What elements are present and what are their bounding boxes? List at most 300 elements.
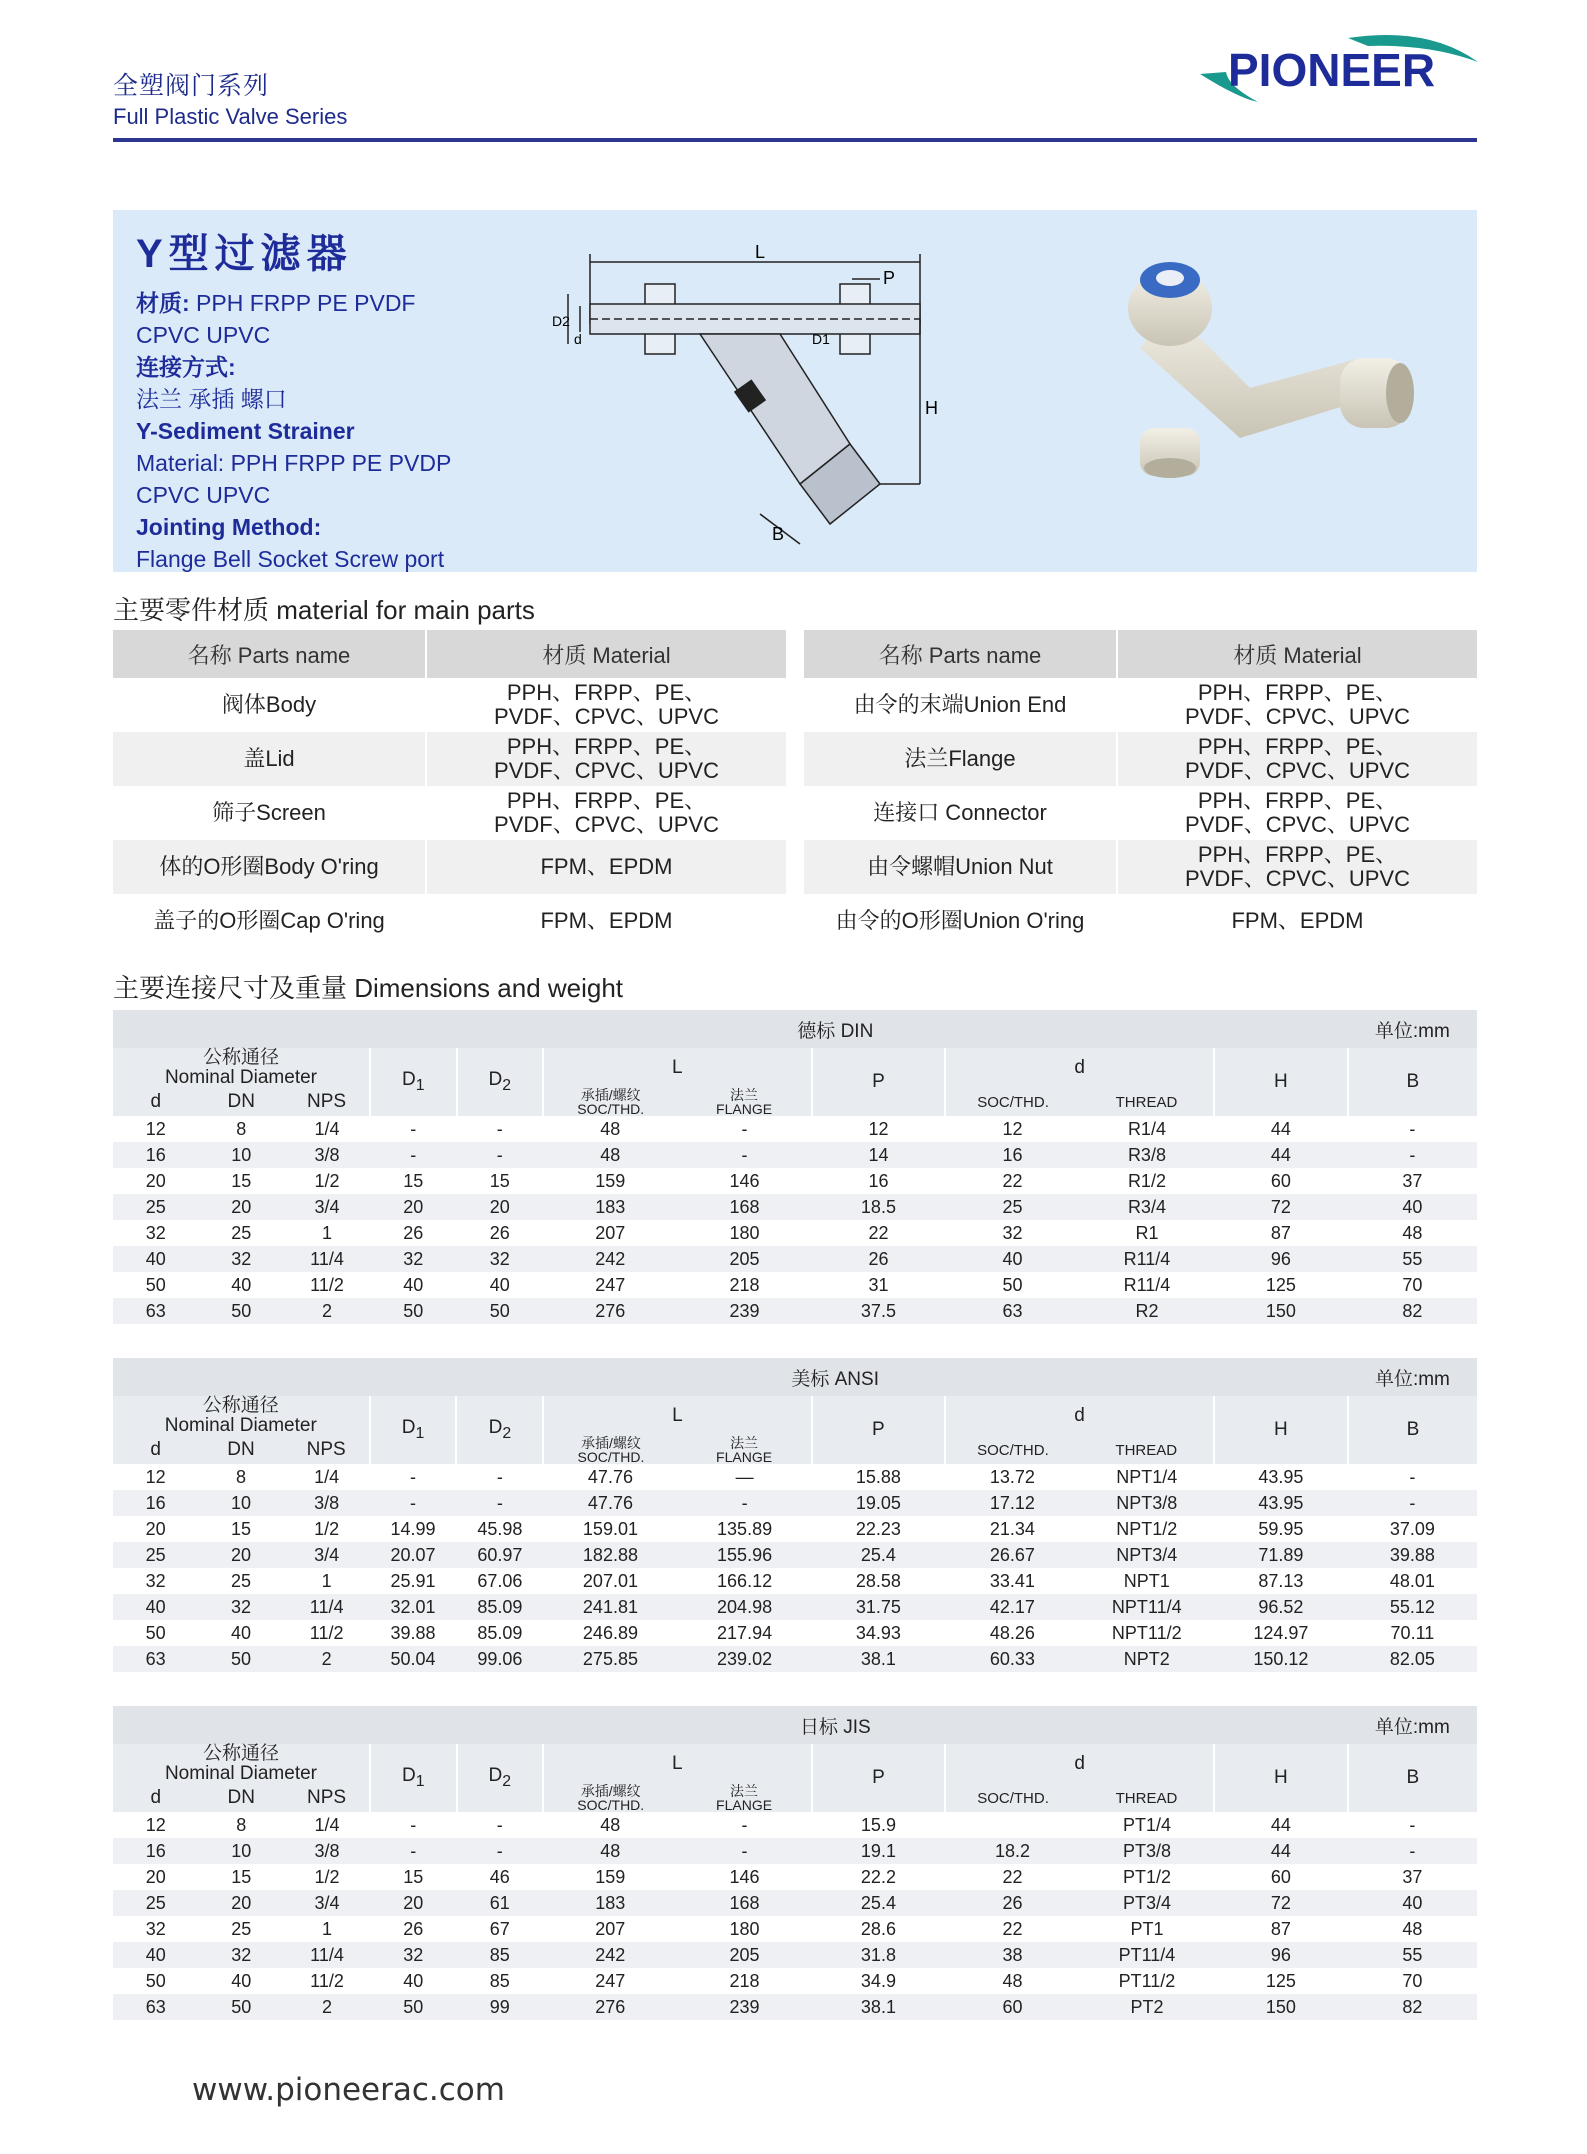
table-cell: 239.02 [678,1646,812,1672]
table-cell: 40 [231,1622,252,1643]
dim-label-D2: D2 [552,313,570,329]
table-cell: 183 [543,1890,677,1916]
D2-sub: 2 [502,1772,512,1790]
table-cell: 47.76 [587,1466,633,1487]
B-header: B [1348,1048,1477,1116]
table-cell: 63 [113,1646,198,1672]
table-row [113,1490,1477,1516]
table-cell: 205 [677,1246,811,1272]
table-cell: 40 [231,1970,252,1991]
table-row [113,1942,1477,1968]
part-name: 盖子的O形圈Cap O'ring [153,908,385,933]
table-row [113,1968,1477,1994]
table-cell: 67 [489,1918,510,1939]
table-cell: 25 [113,1890,198,1916]
part-material-line: FPM、EPDM [540,854,673,879]
part-material-line: PVDF、CPVC、UPVC [494,812,719,837]
dim-label-H: H [925,398,938,418]
table-row [113,1142,1477,1168]
table-cell: 10 [198,1838,284,1864]
table-cell: - [370,1142,457,1168]
nps-subheader: NPS [284,1784,370,1812]
table-cell: 50 [145,1970,166,1991]
header-title-en: Full Plastic Valve Series [113,104,348,129]
table-cell: 1 [322,1222,333,1243]
part-material [426,840,786,894]
standard-band [113,1358,1477,1396]
table-cell: 150.12 [1214,1646,1348,1672]
L-flange-en: FLANGE [716,1797,773,1813]
table-cell: 146 [729,1170,760,1191]
L-header: L [543,1048,812,1088]
table-cell: 40 [489,1274,510,1295]
table-cell: 48 [600,1814,621,1835]
table-cell: 207 [595,1222,626,1243]
table-cell: 50 [370,1298,457,1324]
table-cell: 31.75 [812,1594,946,1620]
table-cell: 205 [677,1942,811,1968]
table-cell: 22 [868,1222,889,1243]
table-cell: 70.11 [1390,1622,1435,1643]
table-cell: R3/4 [1080,1194,1214,1220]
table-cell: NPT1 [1123,1570,1170,1591]
table-cell: 39.88 [390,1622,436,1643]
table-cell: R2 [1080,1298,1214,1324]
table-cell: 207.01 [582,1570,638,1591]
table-cell: - [741,1814,748,1835]
d-header: d [945,1048,1214,1088]
table-cell: 150 [1214,1994,1348,2020]
table-cell: 3/8 [284,1838,370,1864]
table-cell: R1/4 [1127,1118,1166,1139]
part-name: 由令的末端Union End [853,692,1067,717]
parts-row [804,678,1477,732]
table-cell: 40 [403,1970,424,1991]
strainer-technical-drawing [550,244,950,562]
table-cell: 12 [1002,1118,1023,1139]
table-cell: 1/2 [314,1170,340,1191]
table-cell: - [1409,1118,1416,1139]
table-cell: 63 [113,1994,198,2020]
table-cell: 85.09 [456,1594,543,1620]
part-material-line: PPH、FRPP、PE、 [1197,842,1398,867]
table-cell: 218 [729,1970,760,1991]
table-cell: 15.9 [860,1814,896,1835]
D1-sub: 1 [415,1076,425,1094]
table-cell: 16 [945,1142,1080,1168]
L-flange-subheader [677,1088,811,1116]
table-cell: 17.12 [945,1490,1079,1516]
nominal-diameter-en: Nominal Diameter [164,1763,317,1784]
table-cell: R11/4 [1080,1246,1214,1272]
table-cell: R1 [1135,1222,1159,1243]
table-cell: 87 [1270,1918,1291,1939]
part-material-line: PPH、FRPP、PE、 [506,788,707,813]
table-cell: 1/2 [314,1866,340,1887]
L-flange-subheader [678,1436,812,1464]
table-cell: 21.34 [989,1518,1035,1539]
table-cell: 67.06 [477,1570,523,1591]
table-cell: PT3/8 [1080,1838,1214,1864]
jointing-label-cn: 连接方式: [136,354,236,380]
table-cell: 155.96 [678,1542,812,1568]
band-spacer [1214,1358,1348,1396]
table-cell: 59.95 [1258,1518,1304,1539]
table-cell: - [677,1142,811,1168]
table-cell: 15 [403,1866,424,1887]
table-cell: 25.4 [812,1542,946,1568]
table-cell: 19.1 [812,1838,946,1864]
table-cell: 1 [321,1570,332,1591]
table-cell: 26.67 [945,1542,1079,1568]
parts-row [804,786,1477,840]
table-cell [945,1812,1080,1838]
table-cell: - [496,1814,503,1835]
table-cell: 2 [284,1646,370,1672]
table-cell: 166.12 [717,1570,773,1591]
table-cell: 150 [1214,1298,1348,1324]
table-cell: 3/4 [284,1890,370,1916]
table-cell: 12 [145,1814,166,1835]
table-cell: 32 [198,1246,284,1272]
L-header: L [543,1744,812,1784]
part-material-line: PVDF、CPVC、UPVC [1185,758,1410,783]
table-cell: 39.88 [1348,1542,1477,1568]
parts-row [113,678,786,732]
table-cell: 25 [945,1194,1080,1220]
thread-subheader: THREAD [1080,1088,1214,1116]
part-name: 由令的O形圈Union O'ring [835,908,1085,933]
band-spacer [113,1358,456,1396]
material-en: Material: PPH FRPP PE PVDP [136,450,452,476]
table-cell: 16 [868,1170,889,1191]
table-cell: 10 [198,1490,283,1516]
table-cell: 276 [543,1298,677,1324]
parts-row [113,732,786,786]
table-cell: 50 [198,1646,283,1672]
table-cell: PT11/4 [1080,1942,1214,1968]
table-cell: 37 [1402,1866,1423,1887]
material-label-cn: 材质: [136,290,190,316]
table-cell: 25.4 [812,1890,946,1916]
table-cell: - [677,1838,811,1864]
table-row [113,1194,1477,1220]
product-name-en: Y-Sediment Strainer [136,418,355,444]
part-material [426,678,786,732]
L-flange-en: FLANGE [716,1101,773,1117]
table-cell: 38.1 [812,1646,946,1672]
dim-label-B: B [772,524,785,544]
D2-sub: 2 [502,1424,512,1442]
part-name: 盖Lid [113,732,426,786]
table-cell: 72 [1214,1890,1348,1916]
band-spacer [1214,1010,1348,1048]
nominal-diameter-cn: 公称通径 [202,1047,279,1068]
d-subheader: d [113,1784,198,1812]
table-cell: 26 [945,1890,1080,1916]
table-cell: 180 [729,1222,760,1243]
table-cell: - [457,1142,544,1168]
table-row [113,1890,1477,1916]
table-cell: 48 [1002,1970,1023,1991]
B-header: B [1348,1744,1477,1812]
table-cell: 11/4 [284,1246,370,1272]
table-cell: PT11/2 [1118,1970,1176,1991]
dim-label-d: d [574,331,582,347]
D1-sub: 1 [415,1772,425,1790]
table-cell: 207 [595,1918,626,1939]
D2-main: D [488,1765,503,1787]
table-cell: 182.88 [543,1542,677,1568]
jointing-value-cn: 法兰 承插 螺口 [136,386,287,412]
table-cell: NPT11/2 [1111,1622,1182,1643]
product-title: Y型过滤器 [136,232,353,276]
footer-url: www.pioneerac.com [192,2072,505,2108]
parts-header-name: 名称 Parts name [113,630,426,678]
table-cell: 63 [113,1298,198,1324]
table-cell: 180 [729,1918,760,1939]
H-header: H [1214,1048,1348,1116]
table-cell: 19.05 [812,1490,946,1516]
standard-name: 德标 DIN [457,1010,1215,1048]
table-cell: - [457,1838,544,1864]
D1-main: D [401,1765,416,1787]
table-cell: 125 [1265,1970,1296,1991]
table-cell: 40 [113,1942,198,1968]
nominal-diameter-cn: 公称通径 [202,1743,279,1764]
table-cell: R3/8 [1080,1142,1214,1168]
header-row [113,1048,1477,1088]
table-cell: 239 [677,1298,811,1324]
nominal-diameter-header [113,1048,370,1088]
table-cell: 2 [284,1994,370,2020]
part-name: 阀体Body [221,692,317,717]
table-cell: 85.09 [477,1622,523,1643]
table-cell: 48 [543,1142,677,1168]
strainer-product-photo [1100,248,1420,478]
part-name: 连接口 Connector [873,800,1047,825]
table-cell: 18.5 [812,1194,946,1220]
table-cell: 60 [945,1994,1080,2020]
table-cell: - [496,1118,503,1139]
table-cell: 242 [543,1942,677,1968]
unit-label: 单位:mm [1348,1010,1477,1048]
table-cell: R1/2 [1127,1170,1166,1191]
table-cell: 44 [1214,1838,1348,1864]
D1-header [370,1396,457,1464]
table-cell: 37.09 [1389,1518,1435,1539]
table-row [113,1594,1477,1620]
table-cell: 242 [543,1246,677,1272]
D1-header [370,1744,457,1812]
L-flange-en: FLANGE [716,1449,773,1465]
table-cell: 11/4 [284,1942,370,1968]
dim-table-ansi [113,1358,1477,1672]
dim-table-din [113,1010,1477,1324]
table-cell: 44 [1270,1118,1291,1139]
table-cell: 183 [543,1194,677,1220]
table-cell: 32.01 [370,1594,457,1620]
table-cell: 96 [1214,1246,1348,1272]
table-cell: 275.85 [543,1646,677,1672]
table-row [113,1464,1477,1490]
table-cell: PT2 [1080,1994,1214,2020]
table-cell: 10 [198,1142,284,1168]
L-soc-en: SOC/THD. [577,1797,645,1813]
table-cell: 246.89 [582,1622,638,1643]
table-cell: 25 [113,1542,198,1568]
table-cell: 1 [322,1918,333,1939]
table-cell: 43.95 [1258,1466,1304,1487]
table-cell: 70 [1402,1274,1423,1295]
table-cell: 85 [457,1942,544,1968]
table-cell: PT3/4 [1080,1890,1214,1916]
table-cell: 32 [370,1246,457,1272]
parts-row [113,786,786,840]
d-subheader: d [113,1088,198,1116]
table-cell: 13.72 [989,1466,1035,1487]
part-name: 法兰Flange [804,732,1117,786]
table-cell: 55 [1348,1942,1477,1968]
part-material-line: PPH、FRPP、PE、 [1197,734,1398,759]
jointing-label-en: Jointing Method: [136,514,322,540]
table-cell: 20 [370,1194,457,1220]
table-cell: 12 [145,1118,166,1139]
table-cell: 26 [403,1222,424,1243]
table-row [113,1838,1477,1864]
table-cell: 159 [595,1170,626,1191]
table-row [113,1168,1477,1194]
table-cell: 43.95 [1214,1490,1348,1516]
parts-header-name: 名称 Parts name [804,630,1117,678]
parts-table-right [804,630,1477,948]
part-material-line: PPH、FRPP、PE、 [1197,680,1398,705]
table-cell: 168 [677,1890,811,1916]
table-cell: 32 [1002,1222,1023,1243]
table-cell: 15 [489,1170,510,1191]
L-soc-en: SOC/THD. [577,1449,645,1465]
D2-header [457,1744,544,1812]
nominal-diameter-header [113,1396,370,1436]
part-material [426,894,786,948]
parts-row [804,894,1477,948]
header-row [113,1744,1477,1784]
part-name: 由令螺帽Union Nut [804,840,1117,894]
dim-table-jis [113,1706,1477,2020]
table-cell: NPT11/4 [1080,1594,1214,1620]
L-flange-subheader [677,1784,811,1812]
table-cell: 18.2 [945,1838,1080,1864]
D2-main: D [488,1417,503,1439]
L-flange-cn: 法兰 [730,1087,759,1103]
thread-subheader: THREAD [1080,1436,1214,1464]
P-header: P [812,1744,946,1812]
table-cell: 25 [231,1570,252,1591]
D1-main: D [401,1069,416,1091]
parts-row [113,894,786,948]
table-cell: - [678,1490,812,1516]
table-cell: 25.91 [390,1570,436,1591]
table-cell: 34.9 [860,1970,896,1991]
table-cell: - [496,1466,503,1487]
table-cell: 1/4 [314,1466,340,1487]
table-cell: 2 [284,1298,370,1324]
material-value-cn-2: CPVC UPVC [136,322,271,348]
part-material [426,732,786,786]
table-cell: 20 [198,1542,283,1568]
table-cell: 99.06 [456,1646,543,1672]
table-cell: 159.01 [582,1518,638,1539]
table-cell: 11/2 [309,1622,344,1643]
table-cell: 60 [1270,1866,1291,1887]
table-cell: 32 [145,1222,166,1243]
L-soc-cn: 承插/螺纹 [580,1783,641,1799]
table-row [113,1994,1477,2020]
table-row [113,1272,1477,1298]
table-cell: 3/8 [284,1490,370,1516]
table-cell: 14 [812,1142,946,1168]
jointing-value-en: Flange Bell Socket Screw port [136,546,445,572]
table-cell: 135.89 [717,1518,773,1539]
table-cell: 44 [1214,1142,1348,1168]
table-cell: 25 [231,1918,252,1939]
table-cell: 32 [370,1942,457,1968]
table-cell: 40 [1348,1194,1477,1220]
table-cell: 26 [403,1918,424,1939]
table-cell: - [456,1490,543,1516]
table-cell: 20 [145,1170,166,1191]
P-header: P [812,1048,946,1116]
nominal-diameter-en: Nominal Diameter [164,1415,317,1436]
table-cell: - [1348,1490,1477,1516]
table-cell: 38 [945,1942,1080,1968]
table-row [113,1516,1477,1542]
table-cell: 12 [145,1466,166,1487]
part-material-line: PPH、FRPP、PE、 [506,734,707,759]
D2-header [457,1048,544,1116]
parts-section-title: 主要零件材质 material for main parts [113,595,535,625]
table-cell: 22 [1002,1918,1023,1939]
part-material [1117,732,1477,786]
H-header: H [1214,1744,1348,1812]
dn-subheader: DN [198,1088,284,1116]
table-cell: — [735,1466,754,1487]
table-cell: 40 [231,1274,252,1295]
table-cell: 16 [113,1142,198,1168]
table-cell: 15.88 [855,1466,901,1487]
L-flange-cn: 法兰 [730,1435,759,1451]
material-value-cn: PPH FRPP PE PVDF [189,290,416,316]
P-header: P [812,1396,946,1464]
table-cell: 55.12 [1348,1594,1477,1620]
table-cell: 38.1 [812,1994,946,2020]
header-divider [113,138,1477,142]
table-cell: 20.07 [370,1542,457,1568]
table-row [113,1620,1477,1646]
standard-name: 美标 ANSI [456,1358,1213,1396]
table-cell: PT1/4 [1122,1814,1171,1835]
table-cell: 20 [145,1518,166,1539]
table-cell: 50 [145,1622,166,1643]
part-material-line: PVDF、CPVC、UPVC [1185,812,1410,837]
material-en-2: CPVC UPVC [136,482,271,508]
standard-name: 日标 JIS [457,1706,1215,1744]
table-cell: - [370,1838,457,1864]
part-material-line: PVDF、CPVC、UPVC [1185,866,1410,891]
table-cell: 3/8 [284,1142,370,1168]
part-material-line: PVDF、CPVC、UPVC [494,758,719,783]
parts-row [804,840,1477,894]
